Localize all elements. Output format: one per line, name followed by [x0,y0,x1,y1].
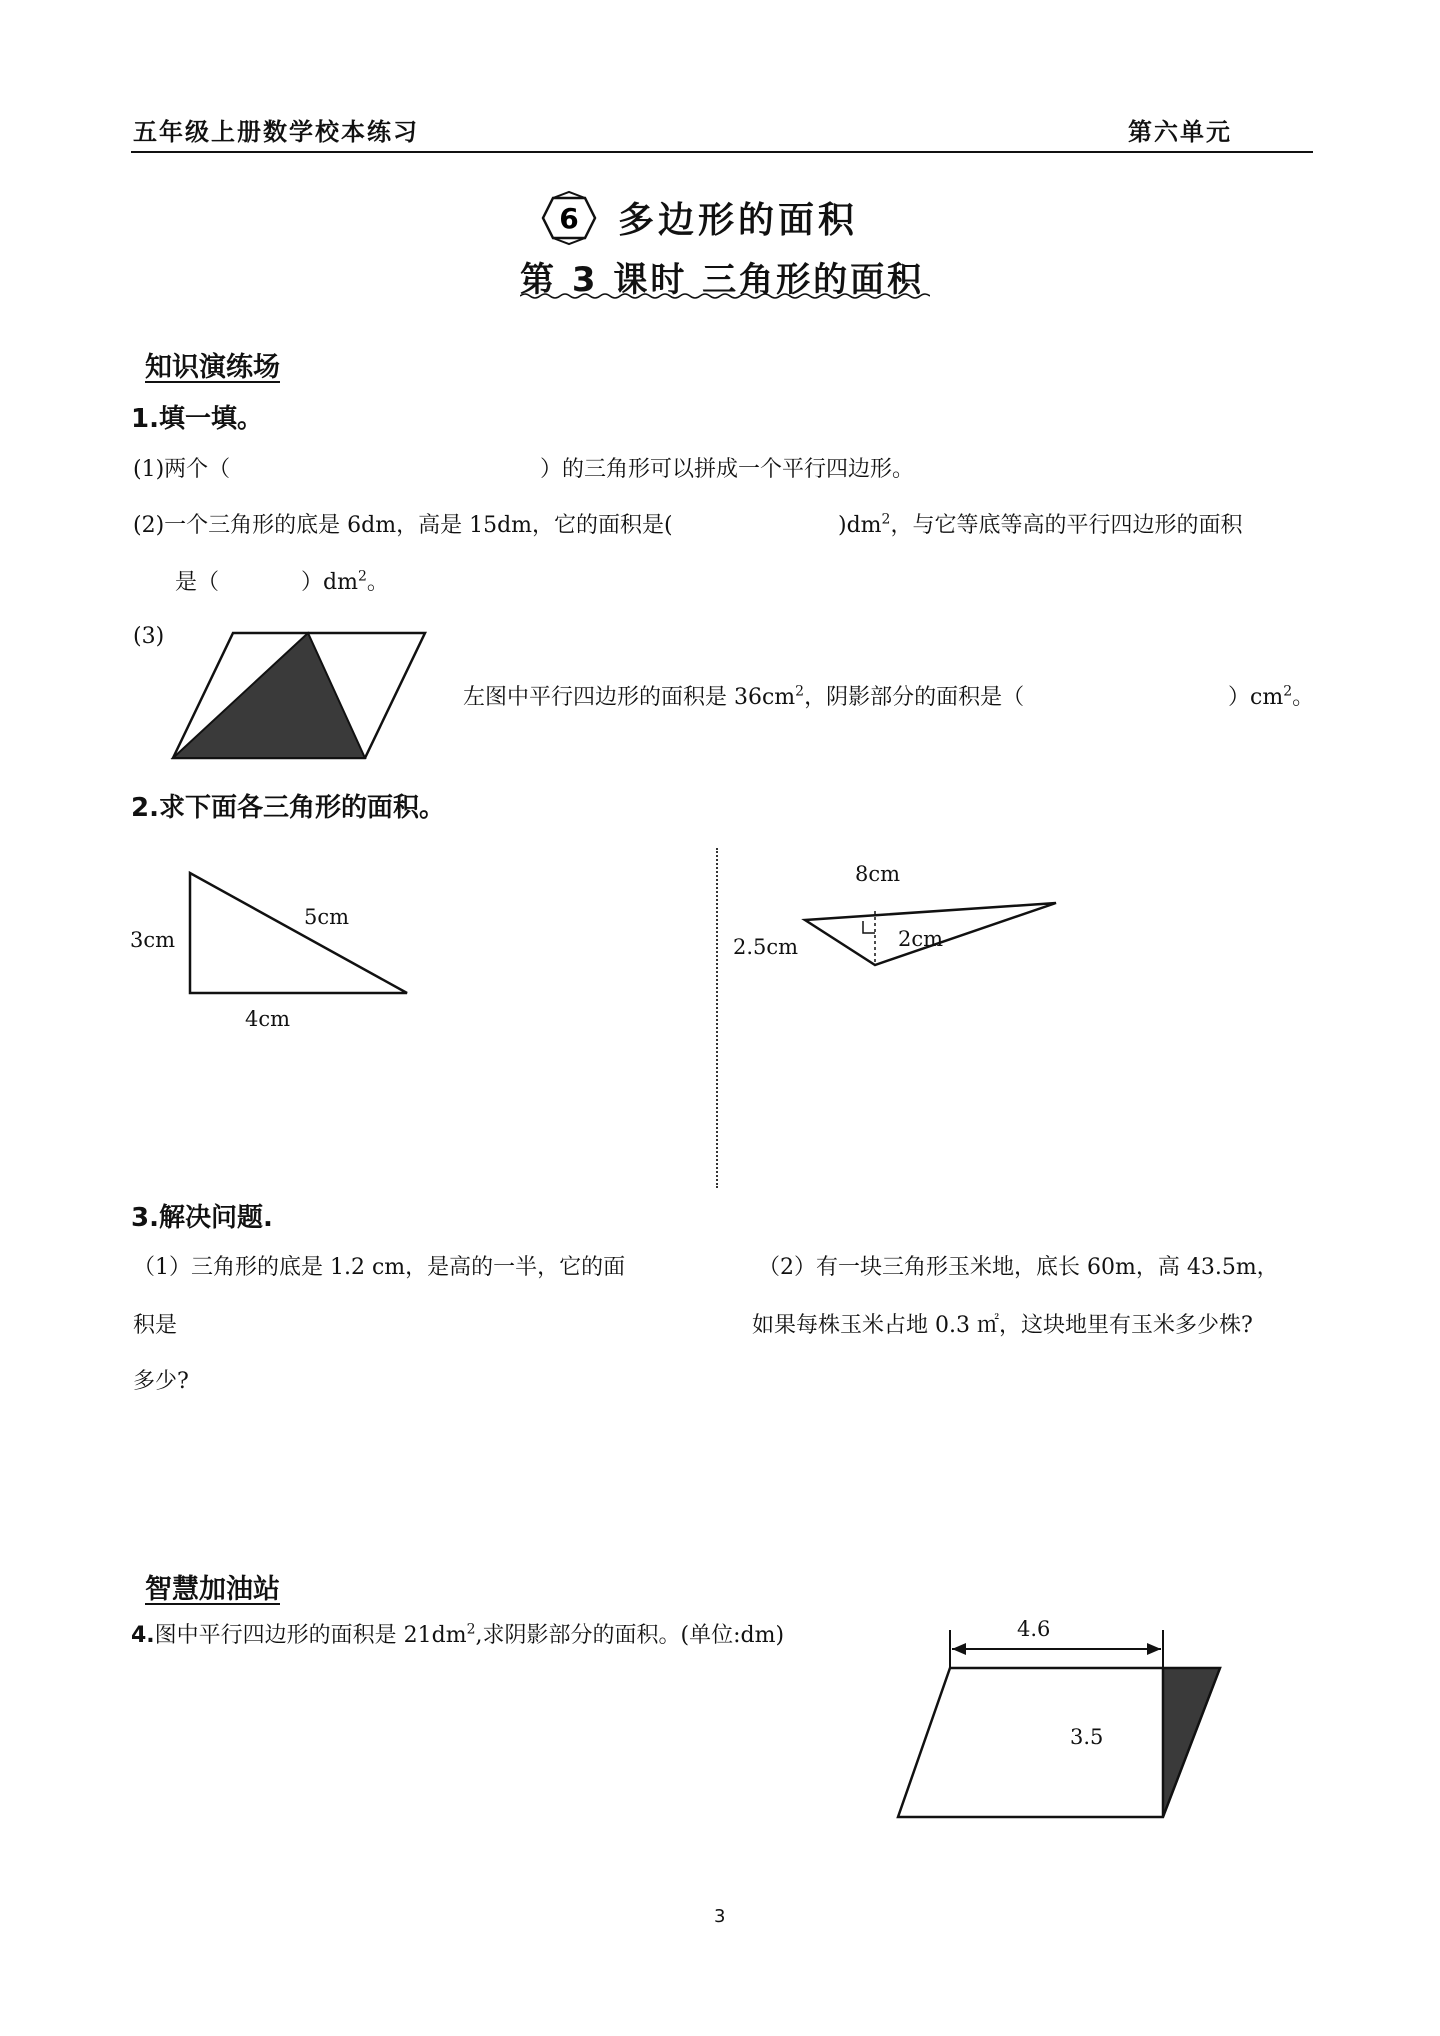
q3-part2-line1: （2）有一块三角形玉米地，底长 60m，高 43.5m， [758,1255,1279,1280]
page-number: 3 [714,1906,726,1927]
q4-top-label: 4.6 [1017,1617,1051,1641]
q1-part2-text-e: ）$dm^2$。 [301,568,389,595]
unit-number: 6 [559,202,579,235]
q1-part1-prefix: (1)两个（ [133,457,231,482]
q4-parallelogram-figure [890,1620,1225,1820]
unit-badge-icon [533,190,605,246]
q1-part3-text-c: ）$cm^2$。 [1228,683,1315,710]
lesson-title: 第 3 课时 三角形的面积 [520,260,925,300]
section-title-practice: 知识演练场 [145,352,280,383]
q1-part2-text-a: (2)一个三角形的底是 6dm，高是 15dm，它的面积是( [133,513,673,538]
question-1-title: 1.填一填。 [131,404,263,434]
q3-part1-line3: 多少? [133,1369,189,1394]
q3-part2-line2: 如果每株玉米占地 0.3 ㎡，这块地里有玉米多少株? [752,1313,1253,1338]
unit-title: 多边形的面积 [618,200,859,241]
tri1-height-label: 3cm [130,928,176,952]
q1-part1-suffix: ）的三角形可以拼成一个平行四边形。 [540,457,915,482]
q1-part2-text-d: 是（ [175,570,220,595]
header-title: 五年级上册数学校本练习 [133,118,419,146]
column-divider [716,848,718,1188]
tri2-base-label: 8cm [855,862,901,886]
q1-parallelogram-figure [168,628,430,764]
tri1-base-label: 4cm [245,1007,291,1031]
right-triangle-figure [185,868,415,998]
q1-part2-text-b: )$dm^2$，与它等底等高的平行四边形的面积 [838,511,1243,538]
q4-text: 4.图中平行四边形的面积是 $21dm^2$,求阴影部分的面积。(单位:dm) [131,1621,785,1648]
question-3-title: 3.解决问题. [131,1203,273,1233]
header-divider [131,151,1313,153]
q4-height-label: 3.5 [1070,1725,1104,1749]
header-unit: 第六单元 [1128,118,1232,146]
q3-part1-line1: （1）三角形的底是 1.2 cm，是高的一半，它的面 [133,1255,626,1280]
tri1-hyp-label: 5cm [304,905,350,929]
tri2-height-label: 2cm [898,927,944,951]
q1-part3-label: (3) [133,624,165,649]
section-title-challenge: 智慧加油站 [145,1574,280,1605]
lesson-title-underline [520,292,930,300]
q3-part1-line2: 积是 [133,1313,178,1338]
q1-part3-text-a: 左图中平行四边形的面积是 $36cm^2$，阴影部分的面积是（ [463,683,1025,710]
tri2-side-label: 2.5cm [733,935,799,959]
question-2-title: 2.求下面各三角形的面积。 [131,793,445,823]
